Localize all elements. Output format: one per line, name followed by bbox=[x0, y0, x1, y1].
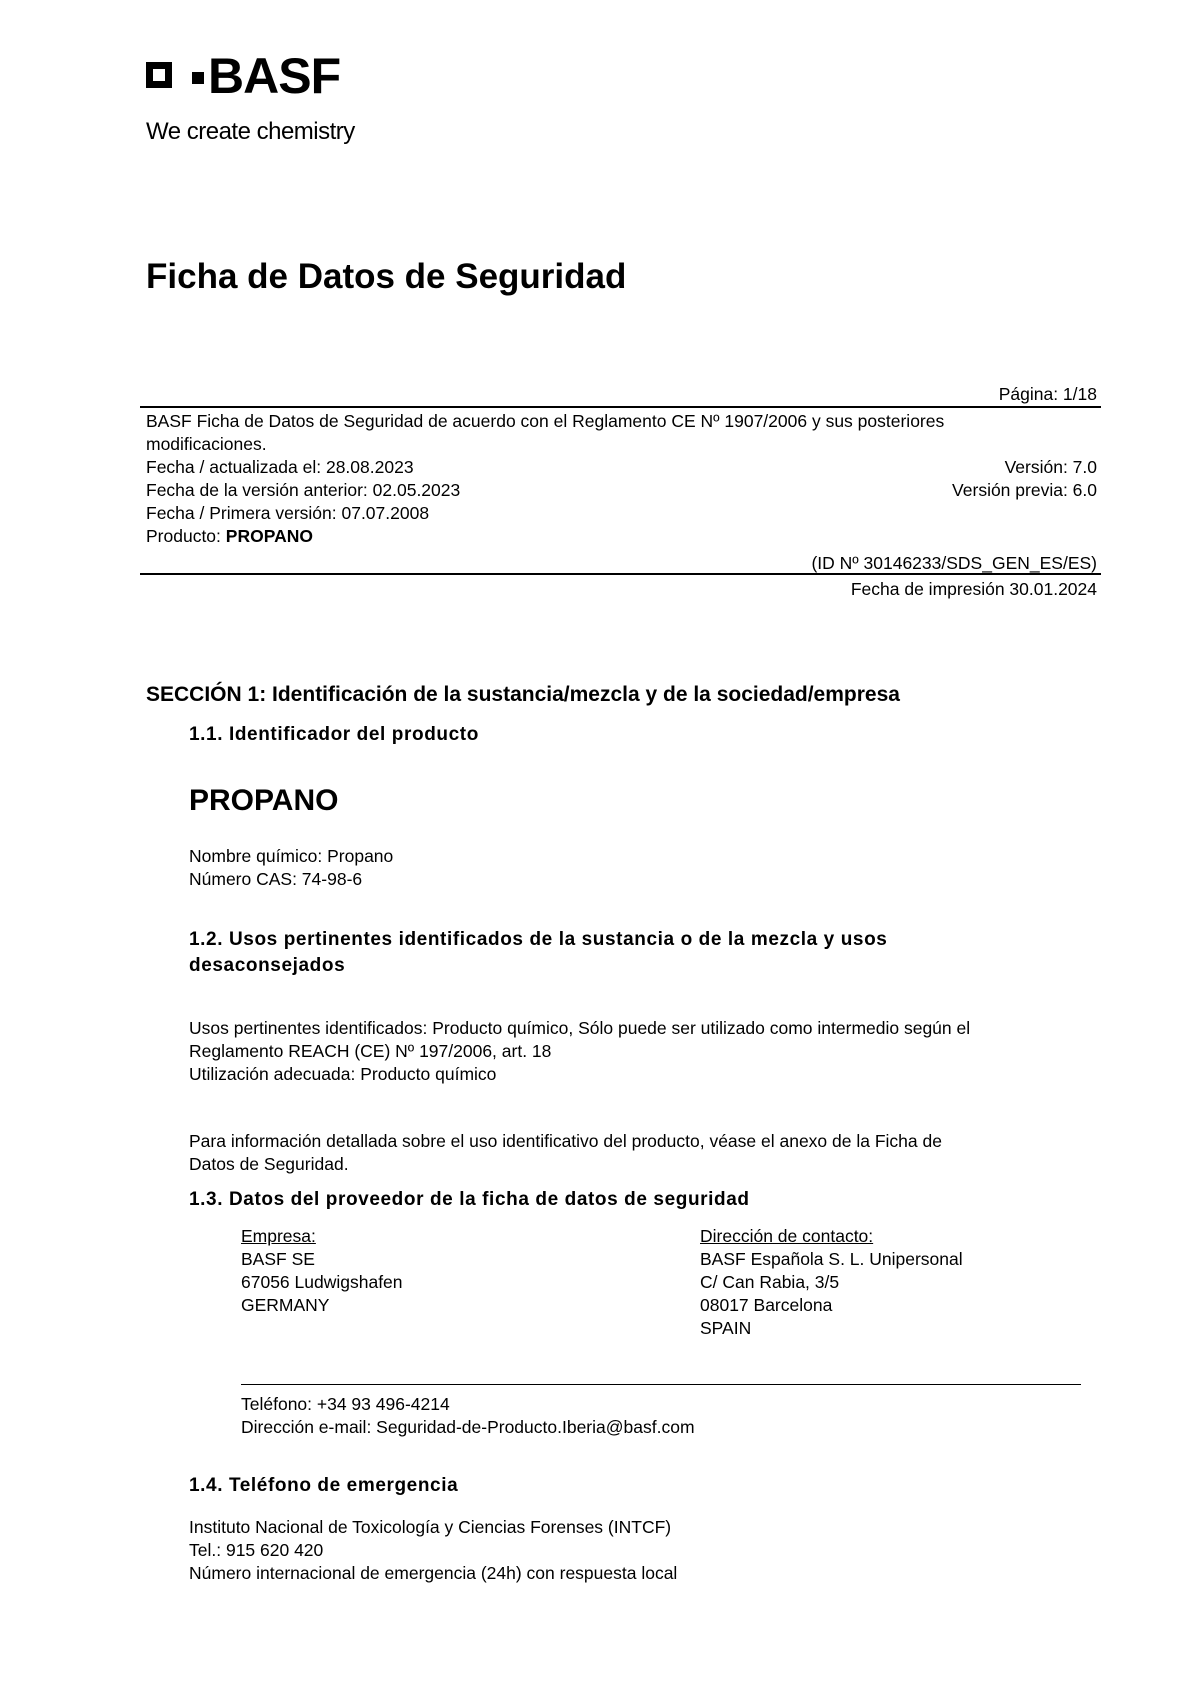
previous-version-date: Fecha de la versión anterior: 02.05.2023 bbox=[146, 480, 461, 500]
proper-use: Utilización adecuada: Producto químico bbox=[189, 1064, 497, 1084]
cas-number: Número CAS: 74-98-6 bbox=[189, 869, 363, 889]
subsection-1-2-title-line-2: desaconsejados bbox=[189, 955, 346, 976]
header-top-rule bbox=[140, 406, 1101, 408]
basf-logo bbox=[146, 48, 406, 152]
emergency-line: Tel.: 915 620 420 bbox=[189, 1540, 324, 1560]
subsection-1-1-title: 1.1. Identificador del producto bbox=[189, 724, 479, 745]
section-1-title: SECCIÓN 1: Identificación de la sustancia/mezcla y de la sociedad/empresa bbox=[146, 683, 900, 706]
contact-line: BASF Española S. L. Unipersonal bbox=[700, 1249, 963, 1269]
updated-date: Fecha / actualizada el: 28.08.2023 bbox=[146, 457, 414, 477]
product-line bbox=[146, 525, 313, 548]
subsection-1-3-title: 1.3. Datos del proveedor de la ficha de datos de seguridad bbox=[189, 1189, 750, 1210]
product-label: Producto: bbox=[146, 526, 226, 546]
chemical-name: Nombre químico: Propano bbox=[189, 846, 394, 866]
emergency-line: Instituto Nacional de Toxicología y Ciencias Forenses (INTCF) bbox=[189, 1517, 672, 1537]
contact-line: 08017 Barcelona bbox=[700, 1295, 833, 1315]
regulation-line-1: BASF Ficha de Datos de Seguridad de acuerdo con el Reglamento CE Nº 1907/2006 y sus posteriores bbox=[146, 411, 945, 431]
uses-line-1: Usos pertinentes identificados: Producto químico, Sólo puede ser utilizado como intermedio según el bbox=[189, 1018, 971, 1038]
previous-version: Versión previa: 6.0 bbox=[952, 480, 1097, 500]
uses-line-2: Reglamento REACH (CE) Nº 197/2006, art. 18 bbox=[189, 1041, 552, 1061]
company-block bbox=[241, 1225, 403, 1317]
product-name: PROPANO bbox=[225, 526, 313, 546]
supplier-email: Dirección e-mail: Seguridad-de-Producto.Iberia@basf.com bbox=[241, 1417, 695, 1437]
contact-block bbox=[700, 1225, 963, 1340]
product-name-large: PROPANO bbox=[189, 784, 339, 817]
company-line: GERMANY bbox=[241, 1295, 330, 1315]
logo-tagline: We create chemistry bbox=[146, 118, 355, 145]
contact-label: Dirección de contacto: bbox=[700, 1226, 874, 1246]
print-date: Fecha de impresión 30.01.2024 bbox=[850, 579, 1097, 599]
page-number: Página: 1/18 bbox=[998, 384, 1097, 404]
document-title: Ficha de Datos de Seguridad bbox=[146, 257, 627, 296]
logo-wordmark: BASF bbox=[208, 48, 341, 104]
company-label: Empresa: bbox=[241, 1226, 316, 1246]
company-line: BASF SE bbox=[241, 1249, 315, 1269]
id-number: (ID Nº 30146233/SDS_GEN_ES/ES) bbox=[811, 553, 1097, 573]
subsection-1-2-title-line-1: 1.2. Usos pertinentes identificados de la sustancia o de la mezcla y usos bbox=[189, 929, 888, 950]
contact-line: SPAIN bbox=[700, 1318, 752, 1338]
info-line-1: Para información detallada sobre el uso identificativo del producto, véase el anexo de la Ficha de bbox=[189, 1131, 942, 1151]
logo-dot-icon bbox=[192, 72, 204, 84]
supplier-phone: Teléfono: +34 93 496-4214 bbox=[241, 1394, 450, 1414]
supplier-divider bbox=[241, 1384, 1081, 1385]
logo-square-icon bbox=[146, 62, 172, 88]
contact-line: C/ Can Rabia, 3/5 bbox=[700, 1272, 840, 1292]
subsection-1-4-title: 1.4. Teléfono de emergencia bbox=[189, 1475, 459, 1496]
header-bottom-rule bbox=[140, 573, 1101, 575]
first-version-date: Fecha / Primera versión: 07.07.2008 bbox=[146, 503, 430, 523]
info-line-2: Datos de Seguridad. bbox=[189, 1154, 349, 1174]
version: Versión: 7.0 bbox=[1004, 457, 1097, 477]
company-line: 67056 Ludwigshafen bbox=[241, 1272, 403, 1292]
regulation-line-2: modificaciones. bbox=[146, 434, 267, 454]
emergency-line: Número internacional de emergencia (24h) con respuesta local bbox=[189, 1563, 678, 1583]
emergency-block bbox=[189, 1516, 677, 1585]
